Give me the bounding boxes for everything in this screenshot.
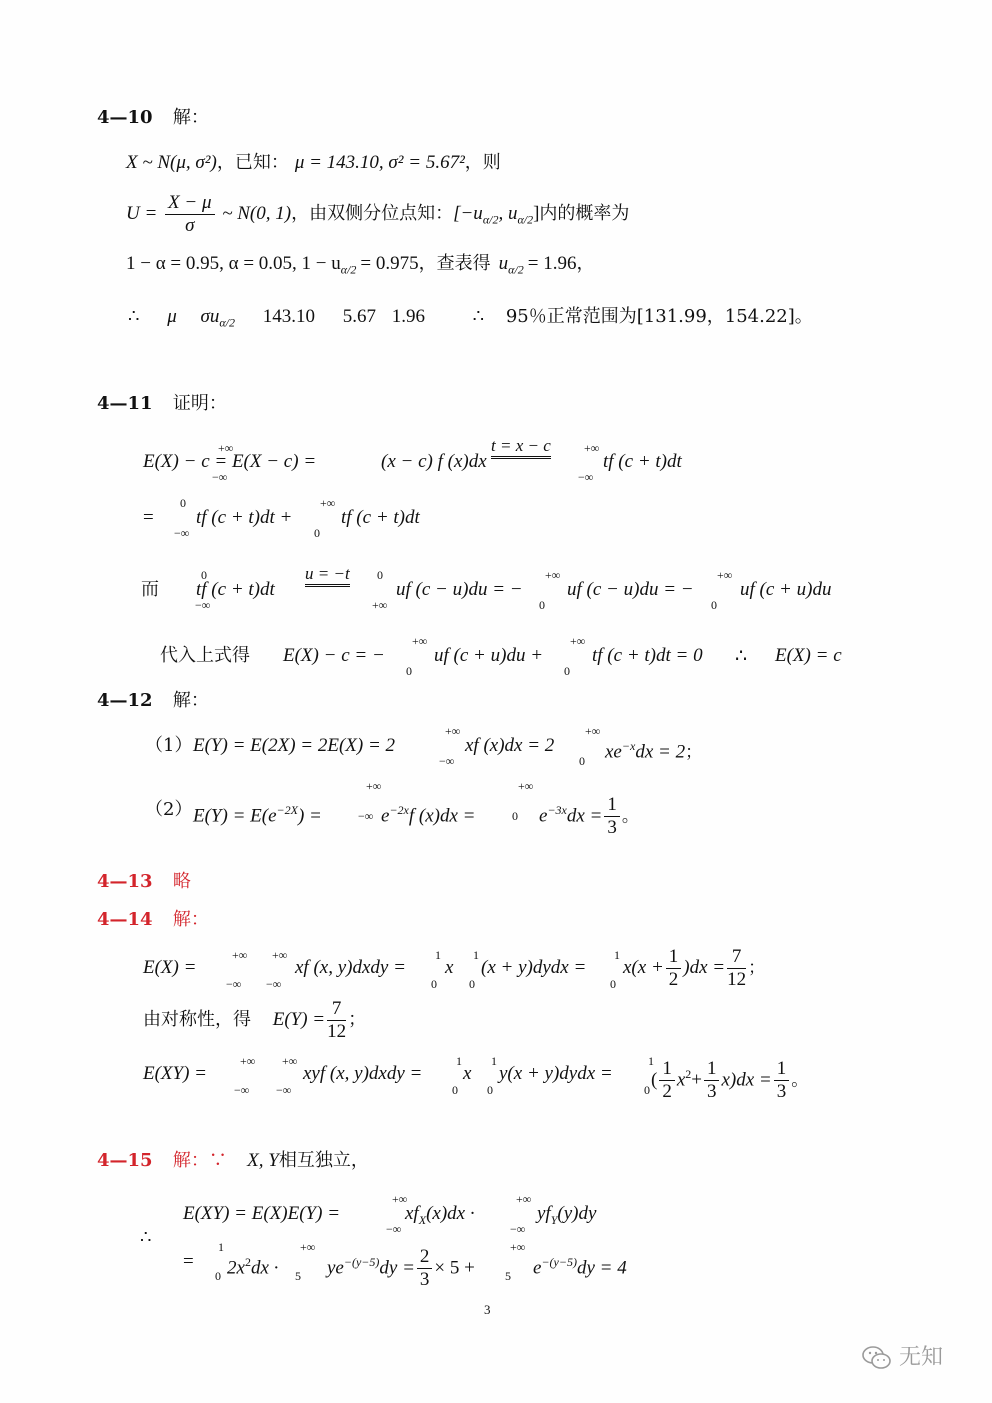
limit-lower: 0 bbox=[644, 1083, 650, 1097]
denominator: 3 bbox=[607, 817, 617, 839]
formula: dx · bbox=[250, 1257, 279, 1279]
text: 内的概率为 bbox=[539, 203, 630, 224]
limit-lower: 0 bbox=[579, 754, 585, 768]
limit-upper: 1 bbox=[218, 1240, 224, 1254]
limit-lower: −∞ bbox=[358, 809, 374, 823]
limit-upper: 1 bbox=[456, 1054, 462, 1068]
formula: xf (x, y)dxdy = bbox=[295, 957, 406, 978]
formula: ye bbox=[327, 1257, 344, 1279]
problem-number: 4—13 bbox=[97, 871, 153, 892]
formula: U = bbox=[126, 203, 158, 224]
eq-4-11-line2 bbox=[143, 506, 420, 530]
therefore-symbol: ∴ bbox=[735, 645, 748, 667]
limit-upper: +∞ bbox=[240, 1054, 256, 1068]
limit-lower: −∞ bbox=[578, 470, 594, 484]
therefore-symbol: ∴ bbox=[128, 306, 140, 327]
denominator: 2 bbox=[668, 969, 679, 991]
text: ，已知： bbox=[216, 152, 289, 173]
problem-label: 证明： bbox=[172, 393, 227, 414]
formula: + bbox=[691, 1069, 702, 1091]
formula: dy = 4 bbox=[576, 1257, 627, 1279]
text: 代入上式得 bbox=[160, 645, 250, 666]
subscript: α/2 bbox=[508, 262, 524, 277]
limit-upper: 1 bbox=[473, 948, 479, 962]
numerator: 1 bbox=[774, 1058, 790, 1081]
formula: ~ N(0, 1) bbox=[222, 203, 292, 224]
formula: u bbox=[498, 253, 509, 274]
limit-upper: +∞ bbox=[584, 441, 600, 455]
limit-lower: 0 bbox=[610, 977, 616, 991]
formula: ) = bbox=[297, 805, 322, 827]
value: 143.10 bbox=[262, 306, 315, 327]
formula: E(Y) = E(e bbox=[193, 805, 277, 827]
text: 由对称性，得 bbox=[143, 1009, 251, 1030]
limit-upper: 1 bbox=[435, 948, 441, 962]
limit-lower: −∞ bbox=[212, 470, 228, 484]
limit-lower: 5 bbox=[505, 1269, 511, 1283]
formula: tf (c + t)dt bbox=[341, 507, 420, 528]
text: ，则 bbox=[464, 152, 501, 173]
problem-label: 解： bbox=[172, 690, 209, 711]
formula: x bbox=[445, 957, 454, 978]
subscript: X bbox=[418, 1212, 427, 1227]
problem-label: 解： bbox=[172, 909, 209, 930]
denominator: 3 bbox=[706, 1081, 717, 1103]
formula: E(Y) = bbox=[272, 1009, 326, 1030]
fraction bbox=[417, 1246, 433, 1291]
formula: (x)dx · bbox=[426, 1203, 475, 1224]
formula: tf (c + t)dt = 0 bbox=[592, 645, 703, 666]
watermark-text: 无知 bbox=[899, 1345, 944, 1370]
superscript: 2 bbox=[685, 1067, 692, 1081]
formula: 2x bbox=[227, 1257, 245, 1279]
limit-lower: −∞ bbox=[226, 977, 242, 991]
formula: dx = bbox=[566, 805, 603, 827]
formula: E(Y) = E(2X) = 2E(X) = 2 bbox=[193, 735, 396, 756]
formula: μ bbox=[167, 306, 177, 327]
watermark bbox=[862, 1340, 943, 1371]
fraction bbox=[727, 946, 746, 991]
subscript: α/2 bbox=[482, 212, 499, 227]
problem-label: 解：∵ bbox=[172, 1150, 227, 1171]
problem-number: 4—12 bbox=[97, 690, 153, 711]
page-number: 3 bbox=[484, 1302, 491, 1317]
limit-upper: 1 bbox=[648, 1054, 654, 1068]
text: 。 bbox=[791, 1070, 809, 1091]
value: 1.96 bbox=[391, 306, 425, 327]
formula: σu bbox=[200, 306, 220, 327]
formula: = bbox=[183, 1251, 194, 1272]
subscript: α/2 bbox=[219, 315, 235, 330]
limit-upper: +∞ bbox=[585, 724, 601, 738]
fraction bbox=[604, 794, 620, 839]
formula: uf (c + u)du + bbox=[434, 645, 544, 666]
numerator: X − μ bbox=[165, 192, 214, 215]
formula: xe bbox=[605, 741, 622, 763]
text: （2） bbox=[145, 799, 193, 820]
formula: , u bbox=[498, 203, 518, 224]
formula: (x + y)dydx = bbox=[481, 957, 587, 978]
text: （1） bbox=[145, 735, 193, 756]
eq-4-10-line2 bbox=[126, 190, 629, 244]
formula: x bbox=[676, 1069, 686, 1091]
limit-upper: 0 bbox=[377, 568, 383, 582]
formula: [−u bbox=[453, 203, 483, 224]
formula: (y)dy bbox=[557, 1203, 597, 1224]
formula: )dx = bbox=[683, 957, 726, 978]
limit-upper: +∞ bbox=[570, 634, 586, 648]
limit-lower: −∞ bbox=[439, 754, 455, 768]
formula: e bbox=[533, 1257, 542, 1279]
limit-lower: 0 bbox=[711, 598, 717, 612]
formula: f (x)dx = bbox=[408, 805, 476, 827]
therefore-symbol: ∴ bbox=[140, 1227, 152, 1248]
eq-4-15-line1 bbox=[183, 1202, 597, 1227]
numerator: 7 bbox=[727, 946, 746, 969]
limit-upper: +∞ bbox=[510, 1240, 526, 1254]
formula: E(X) = c bbox=[775, 645, 842, 666]
limit-lower: 0 bbox=[406, 664, 412, 678]
formula: E(X) = bbox=[143, 957, 197, 978]
formula: x(x + bbox=[623, 957, 664, 978]
text: ， bbox=[576, 253, 595, 274]
limit-upper: +∞ bbox=[366, 779, 382, 793]
substitution: t = x − c bbox=[491, 436, 551, 459]
limit-lower: 0 bbox=[452, 1083, 458, 1097]
limit-upper: +∞ bbox=[300, 1240, 316, 1254]
formula: dx = 2 bbox=[635, 741, 686, 763]
formula: 1 − α = 0.95, α = 0.05, 1 − u bbox=[126, 253, 341, 274]
limit-lower: 0 bbox=[539, 598, 545, 612]
text: 相互独立， bbox=[278, 1150, 369, 1171]
eq-4-14-line2 bbox=[143, 996, 366, 1044]
numerator: 1 bbox=[704, 1058, 720, 1081]
formula: E(XY) = E(X)E(Y) = bbox=[183, 1203, 341, 1224]
limit-lower: 0 bbox=[314, 526, 320, 540]
value: 5.67 bbox=[342, 306, 376, 327]
formula: = bbox=[143, 507, 154, 528]
therefore-symbol: ∴ bbox=[472, 306, 485, 327]
formula: xyf (x, y)dxdy = bbox=[303, 1063, 423, 1084]
wechat-icon bbox=[862, 1345, 892, 1371]
problem-label: 解： bbox=[172, 107, 209, 128]
text: ，由双侧分位点知： bbox=[291, 203, 454, 224]
formula: × 5 + bbox=[434, 1257, 475, 1279]
text: ； bbox=[748, 958, 766, 978]
superscript: −2X bbox=[276, 803, 298, 817]
limit-upper: 0 bbox=[201, 568, 207, 582]
limit-upper: +∞ bbox=[320, 496, 336, 510]
numerator: 2 bbox=[417, 1246, 433, 1269]
limit-lower: 0 bbox=[512, 809, 518, 823]
formula: = 1.96 bbox=[527, 253, 577, 274]
formula: E(XY) = bbox=[143, 1063, 208, 1084]
formula: (x − c) f (x)dx bbox=[381, 451, 487, 472]
denominator: 12 bbox=[727, 969, 747, 991]
problem-number: 4—14 bbox=[97, 909, 153, 930]
formula: xf (x)dx = 2 bbox=[465, 735, 555, 756]
limit-lower: −∞ bbox=[276, 1083, 292, 1097]
formula: e bbox=[381, 805, 390, 827]
superscript: 2 bbox=[244, 1255, 251, 1269]
limit-upper: 1 bbox=[614, 948, 620, 962]
formula: μ = 143.10, σ² = 5.67² bbox=[294, 152, 465, 173]
formula: y(x + y)dydx = bbox=[499, 1063, 613, 1084]
eq-4-11-line4 bbox=[160, 644, 842, 668]
eq-4-10-line4 bbox=[128, 305, 813, 335]
limit-lower: −∞ bbox=[174, 526, 190, 540]
formula: ( bbox=[651, 1069, 658, 1091]
fraction bbox=[659, 1058, 675, 1103]
limit-upper: +∞ bbox=[272, 948, 288, 962]
numerator: 1 bbox=[666, 946, 682, 969]
limit-lower: 5 bbox=[295, 1269, 301, 1283]
limit-upper: +∞ bbox=[232, 948, 248, 962]
formula: uf (c − u)du = − bbox=[567, 579, 694, 600]
limit-lower: 0 bbox=[564, 664, 570, 678]
subscript: α/2 bbox=[340, 262, 357, 277]
problem-number: 4—11 bbox=[97, 393, 153, 414]
formula: x bbox=[463, 1063, 472, 1084]
text: ，查表得 bbox=[418, 253, 491, 274]
limit-upper: 0 bbox=[180, 496, 186, 510]
limit-lower: 0 bbox=[431, 977, 437, 991]
denominator: 2 bbox=[662, 1081, 672, 1103]
limit-upper: +∞ bbox=[516, 1192, 532, 1206]
limit-upper: +∞ bbox=[218, 441, 234, 455]
formula: xf bbox=[405, 1203, 419, 1224]
limit-lower: 0 bbox=[215, 1269, 221, 1283]
formula: ] bbox=[533, 203, 540, 224]
limit-lower: +∞ bbox=[372, 598, 388, 612]
superscript: −3x bbox=[547, 803, 567, 817]
eq-4-12-line2 bbox=[145, 786, 639, 839]
eq-4-10-line1 bbox=[126, 151, 501, 175]
eq-4-11-line3 bbox=[141, 564, 832, 602]
formula: uf (c + u)du bbox=[740, 579, 832, 600]
limit-lower: −∞ bbox=[510, 1222, 526, 1236]
fraction bbox=[704, 1058, 720, 1103]
formula: X, Y bbox=[247, 1150, 279, 1171]
eq-4-14-line3 bbox=[143, 1050, 809, 1103]
problem-4-10-heading bbox=[97, 106, 209, 130]
formula: e bbox=[539, 805, 548, 827]
limit-lower: −∞ bbox=[234, 1083, 250, 1097]
limit-upper: 1 bbox=[491, 1054, 497, 1068]
fraction bbox=[774, 1058, 790, 1103]
formula: E(X) − c = − bbox=[283, 645, 385, 666]
limit-upper: +∞ bbox=[282, 1054, 298, 1068]
text: ； bbox=[348, 1009, 367, 1030]
limit-upper: +∞ bbox=[445, 724, 461, 738]
limit-lower: −∞ bbox=[195, 598, 211, 612]
problem-label: 略 bbox=[172, 871, 191, 892]
limit-lower: −∞ bbox=[266, 977, 282, 991]
text: ； bbox=[685, 742, 703, 763]
denominator: 3 bbox=[419, 1269, 430, 1291]
superscript: −(y−5) bbox=[343, 1255, 380, 1269]
numerator: 7 bbox=[327, 998, 346, 1021]
formula: uf (c − u)du = − bbox=[396, 579, 523, 600]
formula: x)dx = bbox=[721, 1069, 772, 1091]
denominator: 12 bbox=[327, 1020, 347, 1042]
limit-upper: +∞ bbox=[717, 568, 733, 582]
formula: = 0.975 bbox=[360, 253, 419, 274]
problem-4-13-heading bbox=[97, 870, 191, 894]
text: 。 bbox=[621, 806, 639, 827]
limit-upper: +∞ bbox=[392, 1192, 408, 1206]
text: 而 bbox=[141, 579, 159, 600]
eq-4-15-line2 bbox=[183, 1238, 627, 1291]
subscript: Y bbox=[550, 1212, 558, 1227]
problem-4-15-heading bbox=[97, 1149, 369, 1173]
formula: dy = bbox=[379, 1257, 415, 1279]
formula: tf (c + t)dt bbox=[196, 579, 275, 600]
formula: yf bbox=[537, 1203, 551, 1224]
superscript: −(y−5) bbox=[541, 1255, 577, 1269]
limit-lower: −∞ bbox=[386, 1222, 402, 1236]
formula: E(X) − c = E(X − c) = bbox=[143, 451, 317, 472]
problem-number: 4—15 bbox=[97, 1150, 153, 1171]
formula: X ~ N(μ, σ²) bbox=[126, 152, 217, 173]
problem-number: 4—10 bbox=[97, 107, 153, 128]
fraction bbox=[327, 998, 346, 1043]
formula: tf (c + t)dt bbox=[603, 451, 682, 472]
problem-4-14-heading bbox=[97, 908, 209, 932]
eq-4-14-line1 bbox=[143, 944, 766, 992]
limit-lower: 0 bbox=[469, 977, 475, 991]
superscript: −2x bbox=[389, 803, 409, 817]
limit-upper: +∞ bbox=[412, 634, 428, 648]
eq-4-12-line1 bbox=[145, 734, 703, 763]
fraction bbox=[666, 946, 682, 991]
formula: tf (c + t)dt + bbox=[196, 507, 293, 528]
substitution: u = −t bbox=[305, 564, 350, 587]
text: 95％正常范围为[131.99，154.22]。 bbox=[505, 306, 813, 327]
limit-lower: 0 bbox=[487, 1083, 493, 1097]
subscript: α/2 bbox=[517, 212, 534, 227]
limit-upper: +∞ bbox=[518, 779, 534, 793]
eq-4-10-line3 bbox=[126, 252, 595, 282]
problem-4-11-heading bbox=[97, 392, 227, 416]
fraction bbox=[165, 192, 214, 237]
numerator: 1 bbox=[659, 1058, 675, 1081]
numerator: 1 bbox=[604, 794, 620, 817]
problem-4-12-heading bbox=[97, 689, 209, 713]
denominator: σ bbox=[185, 214, 195, 236]
denominator: 3 bbox=[776, 1081, 787, 1103]
superscript: −x bbox=[621, 739, 636, 753]
limit-upper: +∞ bbox=[545, 568, 561, 582]
